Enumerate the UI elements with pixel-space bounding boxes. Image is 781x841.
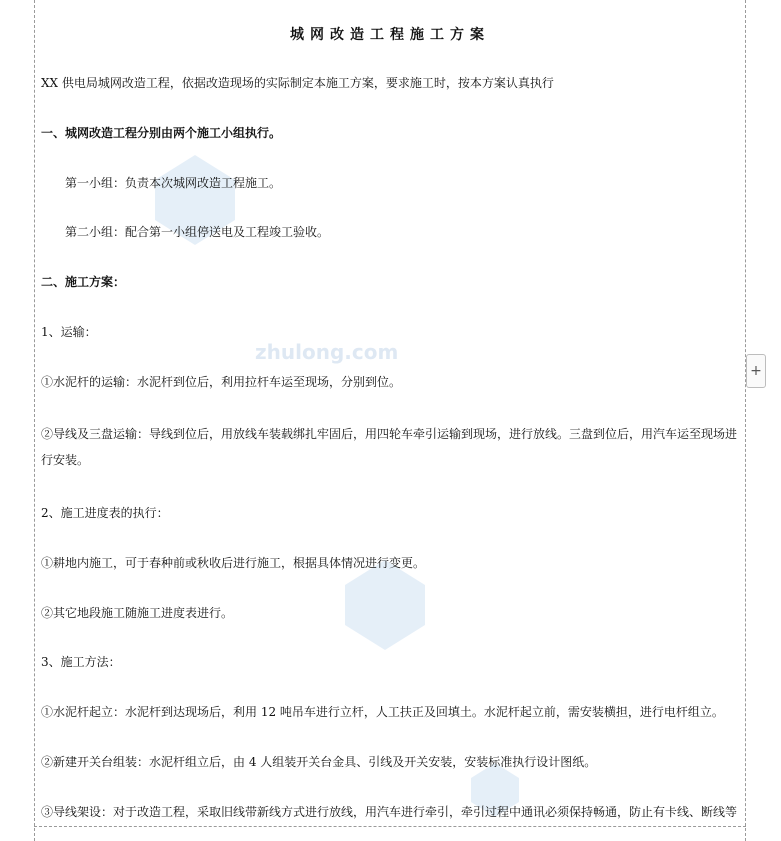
paragraph: ②新建开关台组装：水泥杆组立后，由 4 人组装开关台金具、引线及开关安装，安装标准执行设计图纸。 <box>41 755 597 769</box>
paragraph: ①水泥杆起立：水泥杆到达现场后，利用 12 吨吊车进行立杆，人工扶正及回填土。水泥杆起立前，需安装横担，进行电杆组立。 <box>41 705 724 719</box>
section-heading: 二、施工方案： <box>41 275 126 289</box>
section-heading: 一、城网改造工程分别由两个施工小组执行。 <box>41 126 282 140</box>
watermark-text: zhulong.com <box>255 340 399 364</box>
document-title: 城网改造工程施工方案 <box>290 27 490 43</box>
subsection-heading: 2、施工进度表的执行： <box>41 506 169 520</box>
subsection-heading: 1、运输： <box>41 325 97 339</box>
page-bottom-divider <box>34 826 746 827</box>
plus-icon: + <box>750 363 762 379</box>
intro-paragraph: XX 供电局城网改造工程，依据改造现场的实际制定本施工方案，要求施工时，按本方案认真执行 <box>41 76 554 90</box>
paragraph: 第二小组：配合第一小组停送电及工程竣工验收。 <box>65 225 330 239</box>
paragraph: ②导线及三盘运输：导线到位后，用放线车装载绑扎牢固后，用四轮车牵引运输到现场，进行放线。三盘到位后，用汽车运至现场进行安装。 <box>41 427 738 467</box>
paragraph: ②其它地段施工随施工进度表进行。 <box>41 606 234 620</box>
paragraph: 第一小组：负责本次城网改造工程施工。 <box>65 176 282 190</box>
paragraph: ①耕地内施工，可于春种前或秋收后进行施工，根据具体情况进行变更。 <box>41 556 426 570</box>
paragraph: ③导线架设：对于改造工程，采取旧线带新线方式进行放线，用汽车进行牵引，牵引过程中通讯必须保持畅通，防止有卡线、断线等 <box>41 805 738 819</box>
subsection-heading: 3、施工方法： <box>41 655 121 669</box>
paragraph: ①水泥杆的运输：水泥杆到位后，利用拉杆车运至现场，分别到位。 <box>41 375 402 389</box>
document-page <box>34 0 746 841</box>
expand-panel-button[interactable] <box>746 354 766 388</box>
